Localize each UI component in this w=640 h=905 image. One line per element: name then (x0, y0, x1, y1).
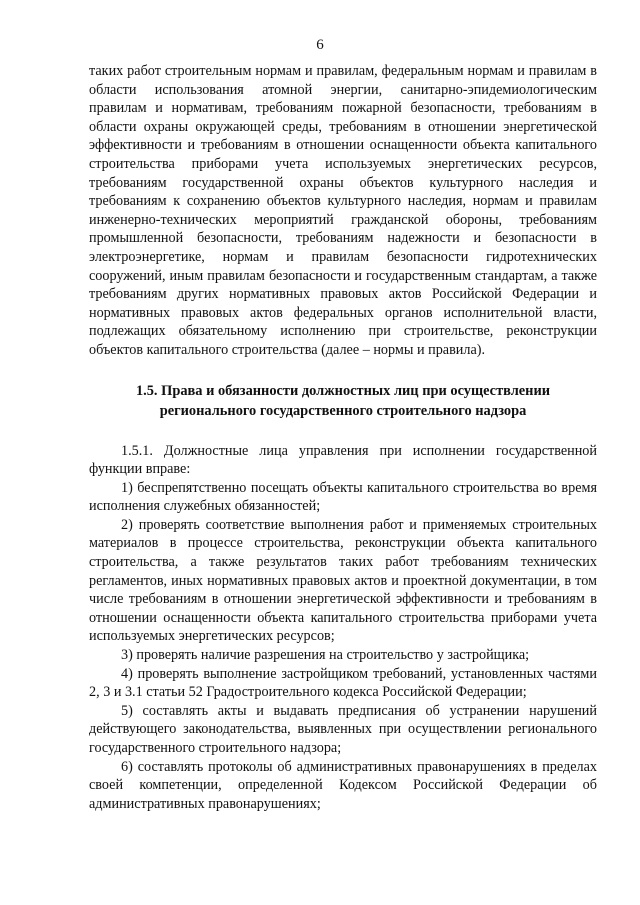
list-item-5: 5) составлять акты и выдавать предписания об устранении нарушений действующего законодательства, выявленных при осуществлении регионального государственного строительного надзора; (89, 702, 597, 756)
document-body (89, 62, 597, 813)
paragraph-1-5-1: 1.5.1. Должностные лица управления при исполнении государственной функции вправе: (89, 442, 597, 478)
page-number: 6 (316, 37, 324, 53)
section-heading-line-2: регионального государственного строительного надзора (159, 402, 527, 419)
list-item-2: 2) проверять соответствие выполнения работ и применяемых строительных материалов в процессе строительства, реконструкции объекта капитального строительства, а также результатов таких работ требованиям технических регламентов, иных нормативных правовых актов и проектной документации, в том числе требованиям в отношении энергетической эффективности и требованиям в отношении оснащенности объекта капитального строительства приборами учета используемых энергетических ресурсов; (89, 516, 597, 645)
list-item-1: 1) беспрепятственно посещать объекты капитального строительства во время исполнения служебных обязанностей; (89, 479, 597, 515)
section-heading (89, 381, 597, 421)
intro-paragraph: таких работ строительным нормам и правилам, федеральным нормам и правилам в области использования атомной энергии, санитарно-эпидемиологическим правилам и нормативам, требованиям пожарной безопасности, требованиям в области охраны окружающей среды, требованиям в отношении энергетической эффективности и требованиям в отношении оснащенности объекта капитального строительства приборами учета используемых энергетических ресурсов, требованиям государственной охраны объектов культурного наследия и требованиям к сохранению объектов культурного наследия, нормам и правилам инженерно-технических мероприятий гражданской обороны, требованиям промышленной безопасности, требованиям надежности и безопасности в электроэнергетике, нормам и правилам безопасности гидротехнических сооружений, иным правилам безопасности и государственным стандартам, а также требованиям других нормативных правовых актов Российской Федерации и нормативных правовых актов федеральных органов исполнительной власти, подлежащих обязательному исполнению при строительстве, реконструкции объектов капитального строительства (далее – нормы и правила). (89, 63, 597, 358)
list-item-3: 3) проверять наличие разрешения на строительство у застройщика; (121, 647, 530, 664)
list-item-4: 4) проверять выполнение застройщиком требований, установленных частями 2, 3 и 3.1 статьи 52 Градостроительного кодекса Российской Федерации; (89, 665, 597, 701)
section-heading-line-1: 1.5. Права и обязанности должностных лиц при осуществлении (135, 382, 551, 399)
list-item-6: 6) составлять протоколы об административных правонарушениях в пределах своей компетенции, определенной Кодексом Российской Федерации об административных правонарушениях; (89, 758, 597, 812)
